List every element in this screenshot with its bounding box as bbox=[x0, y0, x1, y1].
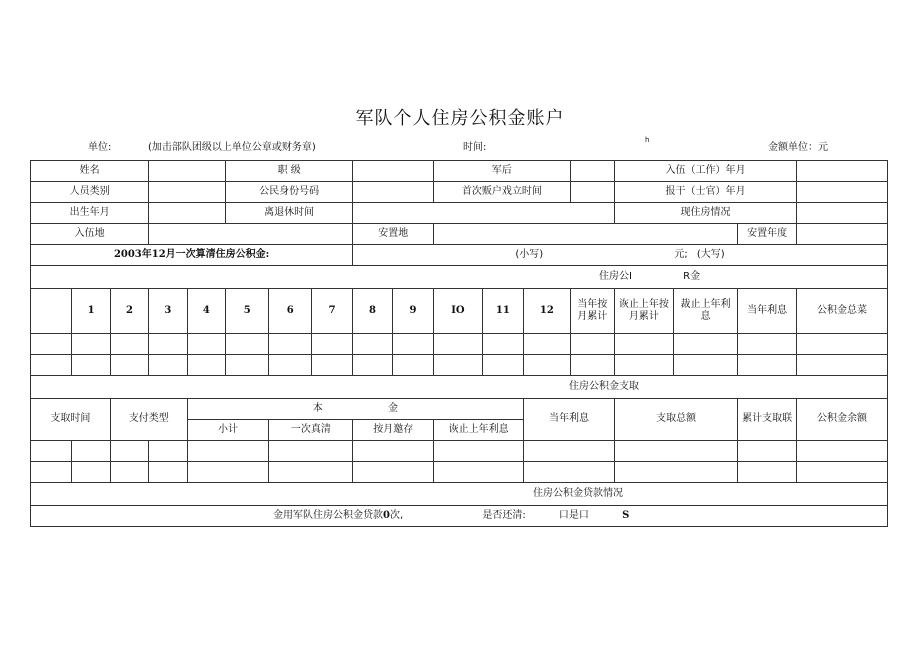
fund-cell[interactable] bbox=[392, 334, 433, 355]
withdraw-cell[interactable] bbox=[353, 441, 434, 462]
loan-used-c: 次, bbox=[389, 509, 404, 521]
fund-cell[interactable] bbox=[269, 355, 311, 376]
enlist-year-label: 入伍（工作）年月 bbox=[615, 161, 797, 182]
withdraw-balance-header: 公积金余额 bbox=[796, 399, 887, 441]
personnel-type-label: 人员类别 bbox=[31, 182, 149, 203]
fund-header bbox=[31, 266, 888, 289]
unit-label: 单位: bbox=[88, 142, 112, 153]
month-12: 12 bbox=[524, 289, 571, 334]
cumulative-header: 累计支取联 bbox=[738, 399, 797, 441]
fund-cell[interactable] bbox=[434, 355, 483, 376]
month-3: 3 bbox=[149, 289, 187, 334]
report-year-label: 报干（士官）年月 bbox=[615, 182, 797, 203]
withdraw-cell[interactable] bbox=[110, 441, 148, 462]
prev-interest-sub-header: 诙止上年利息 bbox=[434, 420, 524, 441]
month-7: 7 bbox=[311, 289, 352, 334]
month-2: 2 bbox=[110, 289, 148, 334]
settlement-label: 2003年12月一次算清住房公积金: bbox=[31, 245, 353, 266]
balance-total-header: 公积金总菜 bbox=[796, 289, 887, 334]
enlist-year-cell[interactable] bbox=[796, 161, 887, 182]
name-cell[interactable] bbox=[149, 161, 226, 182]
withdraw-cell[interactable] bbox=[269, 441, 353, 462]
loan-title bbox=[31, 483, 888, 506]
monthly-total-header: 当年按月累计 bbox=[570, 289, 614, 334]
withdraw-cell[interactable] bbox=[149, 462, 187, 483]
month-4: 4 bbox=[187, 289, 225, 334]
id-number-cell[interactable] bbox=[353, 182, 434, 203]
fund-cell[interactable] bbox=[72, 334, 110, 355]
withdraw-year-interest-header: 当年利息 bbox=[524, 399, 615, 441]
post-label: 军后 bbox=[434, 161, 570, 182]
fund-cell[interactable] bbox=[149, 355, 187, 376]
withdraw-time-header: 支取时间 bbox=[31, 399, 111, 441]
withdraw-cell[interactable] bbox=[738, 462, 797, 483]
month-8: 8 bbox=[353, 289, 392, 334]
principal-b: 金 bbox=[387, 402, 398, 414]
fund-cell[interactable] bbox=[570, 355, 614, 376]
withdraw-cell[interactable] bbox=[149, 441, 187, 462]
principal-header bbox=[187, 399, 523, 420]
loan-title-text: 住房公积金贷款情况 bbox=[533, 487, 623, 499]
first-account-label: 首次贩户戏立时间 bbox=[434, 182, 570, 203]
fund-corner bbox=[31, 289, 72, 334]
withdraw-cell[interactable] bbox=[796, 441, 887, 462]
withdraw-cell[interactable] bbox=[796, 462, 887, 483]
settlement-yuan: 元; bbox=[674, 248, 688, 260]
monthly-deposit-header: 按月邀存 bbox=[353, 420, 434, 441]
withdraw-cell[interactable] bbox=[524, 441, 615, 462]
settle-place-label: 安置地 bbox=[353, 224, 434, 245]
withdraw-total-header: 支取总额 bbox=[615, 399, 738, 441]
fund-cell[interactable] bbox=[796, 355, 887, 376]
housing-status-cell[interactable] bbox=[796, 203, 887, 224]
birth-label: 出生年月 bbox=[31, 203, 149, 224]
fund-cell[interactable] bbox=[311, 334, 352, 355]
fund-cell[interactable] bbox=[72, 355, 110, 376]
settlement-small: (小写) bbox=[515, 248, 544, 260]
withdraw-cell[interactable] bbox=[187, 462, 269, 483]
one-time-header: 一次真清 bbox=[269, 420, 353, 441]
retire-cell[interactable] bbox=[353, 203, 615, 224]
fund-cell[interactable] bbox=[110, 355, 148, 376]
fund-cell[interactable] bbox=[738, 334, 797, 355]
principal-a: 本 bbox=[312, 402, 323, 414]
first-account-cell[interactable] bbox=[570, 182, 614, 203]
fund-cell[interactable] bbox=[434, 334, 483, 355]
settlement-amount[interactable] bbox=[353, 245, 888, 266]
time-label: 时间: bbox=[463, 142, 487, 153]
withdraw-cell[interactable] bbox=[738, 441, 797, 462]
withdraw-cell[interactable] bbox=[615, 462, 738, 483]
stray-mark: h bbox=[645, 136, 650, 144]
month-6: 6 bbox=[269, 289, 311, 334]
withdraw-cell[interactable] bbox=[31, 441, 72, 462]
withdraw-cell[interactable] bbox=[269, 462, 353, 483]
enlist-place-cell[interactable] bbox=[149, 224, 353, 245]
fund-cell[interactable] bbox=[187, 334, 225, 355]
fund-cell[interactable] bbox=[524, 334, 571, 355]
position-cell[interactable] bbox=[353, 161, 434, 182]
fund-cell[interactable] bbox=[149, 334, 187, 355]
prev-monthly-header: 诙止上年按月累计 bbox=[615, 289, 674, 334]
withdraw-cell[interactable] bbox=[353, 462, 434, 483]
loan-used-a: 金用军队住房公积金贷款 bbox=[273, 509, 383, 521]
amount-unit: 金额单位：元 bbox=[768, 142, 828, 153]
fund-cell[interactable] bbox=[673, 334, 738, 355]
post-cell[interactable] bbox=[570, 161, 614, 182]
withdraw-cell[interactable] bbox=[72, 462, 110, 483]
fund-cell[interactable] bbox=[482, 334, 523, 355]
withdrawal-title-text: 住房公积金支取 bbox=[569, 380, 639, 392]
page-title: 军队个人住房公积金账户 bbox=[355, 108, 565, 129]
withdraw-cell[interactable] bbox=[110, 462, 148, 483]
name-label: 姓名 bbox=[31, 161, 149, 182]
settle-place-cell[interactable] bbox=[434, 224, 738, 245]
fund-header-right: R金 bbox=[683, 270, 701, 282]
personnel-type-cell[interactable] bbox=[149, 182, 226, 203]
report-year-cell[interactable] bbox=[796, 182, 887, 203]
fund-cell[interactable] bbox=[524, 355, 571, 376]
fund-cell[interactable] bbox=[31, 355, 72, 376]
unit-note: (加击部队团级以上单位公章或财务章) bbox=[148, 142, 316, 153]
fund-cell[interactable] bbox=[673, 355, 738, 376]
fund-cell[interactable] bbox=[110, 334, 148, 355]
withdraw-cell[interactable] bbox=[31, 462, 72, 483]
month-11: 11 bbox=[482, 289, 523, 334]
settlement-big: (大写) bbox=[696, 248, 725, 260]
loan-s-mark: S bbox=[622, 509, 630, 521]
fund-cell[interactable] bbox=[482, 355, 523, 376]
withdraw-cell[interactable] bbox=[434, 441, 524, 462]
fund-cell[interactable] bbox=[615, 334, 674, 355]
fund-cell[interactable] bbox=[738, 355, 797, 376]
loan-options[interactable]: 口是口 bbox=[558, 509, 589, 521]
enlist-place-label: 入伍地 bbox=[31, 224, 149, 245]
fund-cell[interactable] bbox=[615, 355, 674, 376]
withdraw-cell[interactable] bbox=[72, 441, 110, 462]
fund-cell[interactable] bbox=[796, 334, 887, 355]
prev-interest-header: 裁止上年利息 bbox=[673, 289, 738, 334]
fund-header-left: 住房公I bbox=[599, 270, 632, 282]
id-number-label: 公民身份号码 bbox=[226, 182, 353, 203]
loan-status bbox=[31, 506, 888, 527]
retire-label: 离退休时间 bbox=[226, 203, 353, 224]
fund-cell[interactable] bbox=[269, 334, 311, 355]
housing-status-label: 现住房情况 bbox=[615, 203, 797, 224]
fund-cell[interactable] bbox=[31, 334, 72, 355]
loan-used-count: 0 bbox=[383, 509, 390, 521]
settle-year-cell[interactable] bbox=[796, 224, 887, 245]
month-9: 9 bbox=[392, 289, 433, 334]
fund-cell[interactable] bbox=[353, 355, 392, 376]
position-label: 职 级 bbox=[226, 161, 353, 182]
birth-cell[interactable] bbox=[149, 203, 226, 224]
month-5: 5 bbox=[226, 289, 269, 334]
withdraw-cell[interactable] bbox=[187, 441, 269, 462]
fund-cell[interactable] bbox=[226, 334, 269, 355]
fund-cell[interactable] bbox=[311, 355, 352, 376]
withdraw-cell[interactable] bbox=[615, 441, 738, 462]
withdraw-type-header: 支付类型 bbox=[110, 399, 187, 441]
fund-cell[interactable] bbox=[392, 355, 433, 376]
year-interest-header: 当年利息 bbox=[738, 289, 797, 334]
loan-repaid: 是否还清: bbox=[482, 509, 526, 521]
subtotal-header: 小计 bbox=[187, 420, 269, 441]
withdraw-cell[interactable] bbox=[434, 462, 524, 483]
month-1: 1 bbox=[72, 289, 110, 334]
fund-cell[interactable] bbox=[570, 334, 614, 355]
fund-cell[interactable] bbox=[226, 355, 269, 376]
settle-year-label: 安置年度 bbox=[738, 224, 797, 245]
fund-cell[interactable] bbox=[353, 334, 392, 355]
fund-cell[interactable] bbox=[187, 355, 225, 376]
account-table bbox=[30, 160, 888, 527]
withdraw-cell[interactable] bbox=[524, 462, 615, 483]
month-10: IO bbox=[434, 289, 483, 334]
withdrawal-title bbox=[31, 376, 888, 399]
